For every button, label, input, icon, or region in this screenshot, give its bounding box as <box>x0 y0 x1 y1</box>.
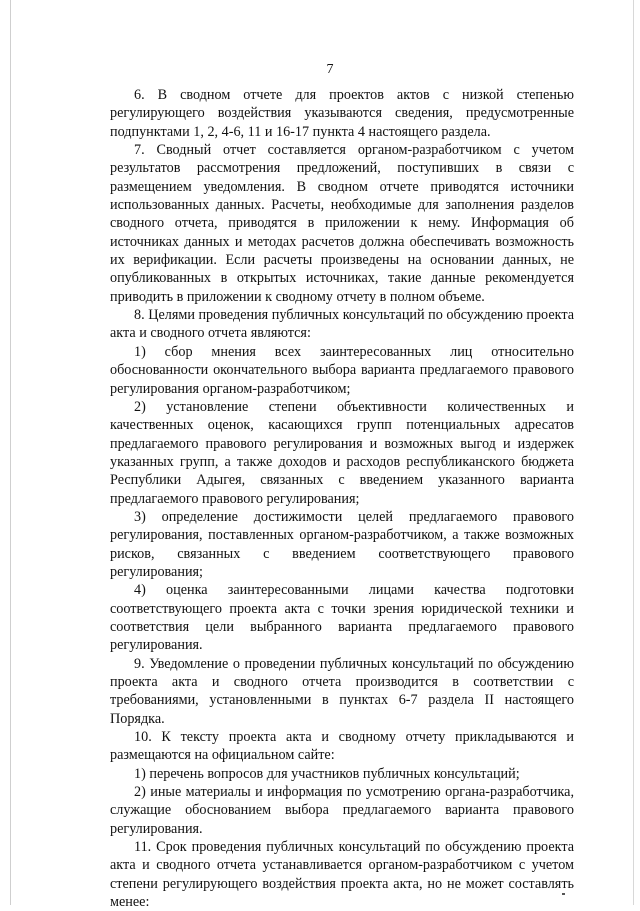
paragraph-8-item-3: 3) определение достижимости целей предлагаемого правового регулирования, поставленных органом-разработчиком, а также возможных рисков, связанных с введением соответствующего правового регулирования; <box>110 508 574 580</box>
paragraph-8: 8. Целями проведения публичных консультаций по обсуждению проекта акта и сводного отчета являются: <box>110 307 574 342</box>
paragraph-10-item-2: 2) иные материалы и информация по усмотрению органа-разработчика, служащие обоснованием выбора предлагаемого варианта правового регулирования. <box>110 784 574 837</box>
document-body <box>110 86 574 911</box>
paragraph-8-item-1: 1) сбор мнения всех заинтересованных лиц относительно обоснованности окончательного выбора варианта предлагаемого правового регулирования органом-разработчиком; <box>110 343 574 397</box>
scan-left-edge <box>10 0 11 905</box>
paragraph-10: 10. К тексту проекта акта и сводному отчету прикладываются и размещаются на официальном сайте: <box>110 729 574 764</box>
paragraph-11: 11. Срок проведения публичных консультаций по обсуждению проекта акта и сводного отчета устанавливается органом-разработчиком с учетом степени регулирующего воздействия проекта акта, но не может составлять менее: <box>110 839 574 911</box>
scan-right-edge <box>633 0 634 905</box>
paragraph-8-item-4: 4) оценка заинтересованными лицами качества подготовки соответствующего проекта акта с точки зрения юридической техники и соответствия цели выбранного варианта предлагаемого правового регулирования. <box>110 582 574 654</box>
paragraph-8-item-2: 2) установление степени объективности количественных и качественных оценок, касающихся групп потенциальных адресатов предлагаемого правового регулирования и возможных выгод и издержек указанных групп, а также доходов и расходов республиканского бюджета Республики Адыгея, связанных с введением указанного варианта предлагаемого правового регулирования; <box>110 398 574 507</box>
paragraph-9: 9. Уведомление о проведении публичных консультаций по обсуждению проекта акта и сводного отчета производится в соответствии с требованиями, установленными в пунктах 6-7 раздела II настоящего Порядка. <box>110 655 574 727</box>
paragraph-10-item-1: 1) перечень вопросов для участников публичных консультаций; <box>134 765 520 782</box>
paragraph-6: 6. В сводном отчете для проектов актов с низкой степенью регулирующего воздействия указываются сведения, предусмотренные подпунктами 1, 2, 4-6, 11 и 16-17 пункта 4 настоящего раздела. <box>110 87 574 140</box>
paragraph-7: 7. Сводный отчет составляется органом-разработчиком с учетом результатов рассмотрения предложений, поступивших в связи с размещением уведомления. В сводном отчете приводятся источники использованных данных. Расчеты, необходимые для заполнения разделов сводного отчета, приводятся в приложении к нему. Информация об источниках данных и методах расчетов должна обеспечивать возможность их верификации. Если расчеты произведены на основании данных, не опубликованных в открытых источниках, такие данные рекомендуется приводить в приложении к сводному отчету в полном объеме. <box>110 142 574 305</box>
scan-speck <box>562 893 565 895</box>
page-number: 7 <box>326 62 334 77</box>
